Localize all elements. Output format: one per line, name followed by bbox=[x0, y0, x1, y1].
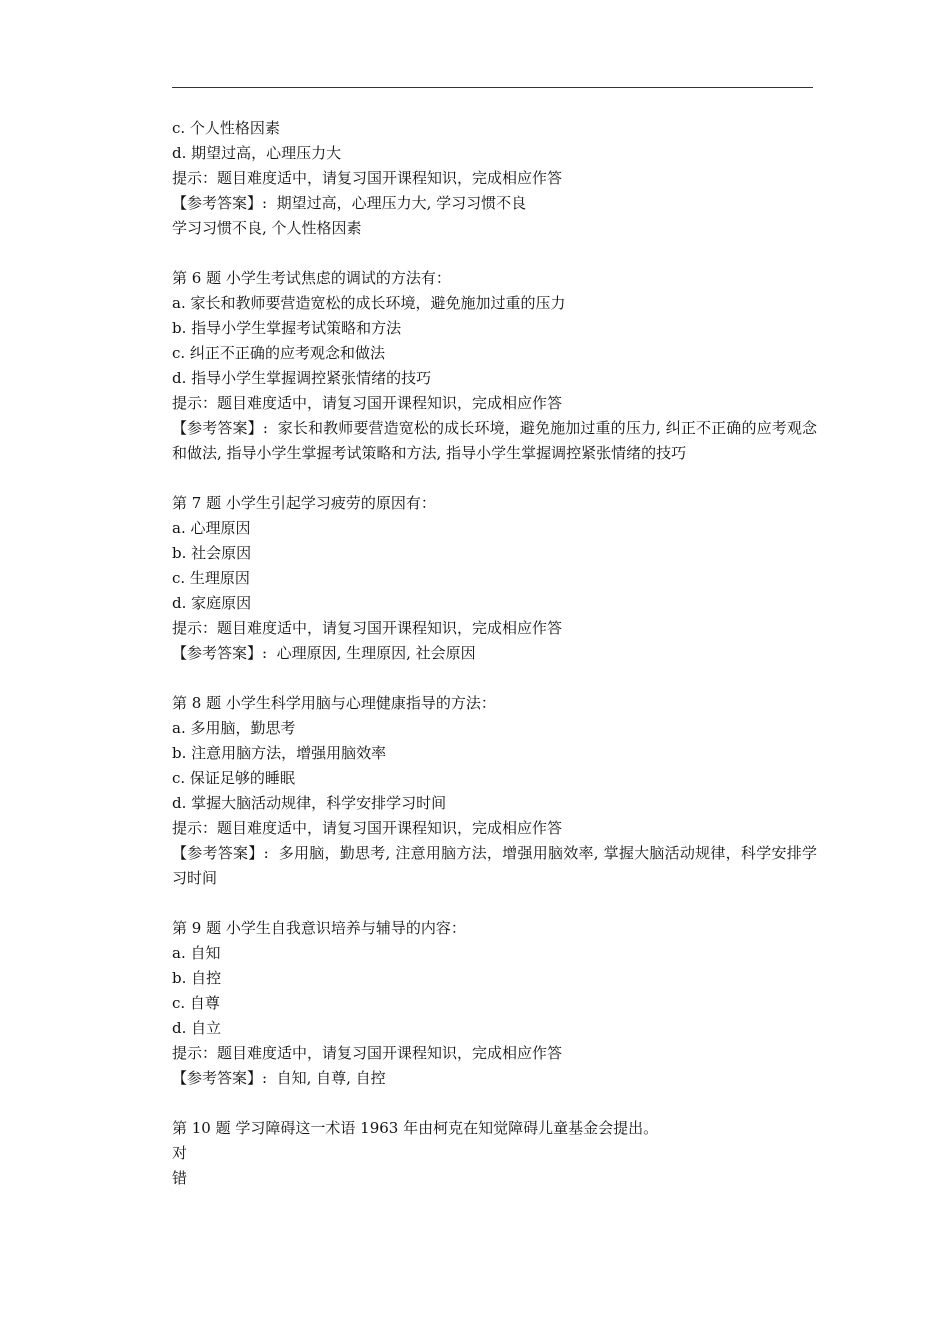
option-b: b. 社会原因 bbox=[172, 544, 252, 562]
option-a: a. 自知 bbox=[172, 944, 221, 962]
option-c: c. 保证足够的睡眠 bbox=[172, 769, 295, 787]
option-d: d. 期望过高，心理压力大 bbox=[172, 144, 342, 162]
answer-text: 自知, 自尊, 自控 bbox=[276, 1069, 386, 1087]
question-9 bbox=[172, 916, 817, 1091]
option-a: a. 多用脑，勤思考 bbox=[172, 719, 296, 737]
question-6 bbox=[172, 266, 817, 466]
option-d: d. 家庭原因 bbox=[172, 594, 252, 612]
answer-label: 【参考答案】: bbox=[172, 194, 268, 212]
option-d: d. 掌握大脑活动规律，科学安排学习时间 bbox=[172, 794, 447, 812]
question-title: 第 6 题 小学生考试焦虑的调试的方法有： bbox=[172, 269, 451, 287]
hint-text: 提示：题目难度适中，请复习国开课程知识，完成相应作答 bbox=[172, 1044, 563, 1062]
option-c: c. 纠正不正确的应考观念和做法 bbox=[172, 344, 385, 362]
option-b: b. 自控 bbox=[172, 969, 222, 987]
option-c: c. 生理原因 bbox=[172, 569, 250, 587]
answer-label: 【参考答案】: bbox=[172, 844, 269, 862]
answer-text: 心理原因, 生理原因, 社会原因 bbox=[276, 644, 476, 662]
question-8 bbox=[172, 691, 817, 891]
option-b: b. 注意用脑方法，增强用脑效率 bbox=[172, 744, 387, 762]
question-title: 第 10 题 学习障碍这一术语 1963 年由柯克在知觉障碍儿童基金会提出。 bbox=[172, 1119, 659, 1137]
option-d: d. 指导小学生掌握调控紧张情绪的技巧 bbox=[172, 369, 432, 387]
answer-extra: 学习习惯不良, 个人性格因素 bbox=[172, 219, 362, 237]
question-10 bbox=[172, 1116, 817, 1191]
answer-line bbox=[172, 1066, 817, 1091]
answer-label: 【参考答案】: bbox=[172, 644, 268, 662]
question-7 bbox=[172, 491, 817, 666]
option-b: b. 指导小学生掌握考试策略和方法 bbox=[172, 319, 402, 337]
document-body bbox=[172, 116, 817, 1191]
hint-text: 提示：题目难度适中，请复习国开课程知识，完成相应作答 bbox=[172, 394, 563, 412]
answer-text: 期望过高，心理压力大, 学习习惯不良 bbox=[276, 194, 527, 212]
header-rule bbox=[172, 87, 813, 88]
answer-label: 【参考答案】: bbox=[172, 419, 268, 437]
option-c: c. 自尊 bbox=[172, 994, 220, 1012]
option-a: a. 心理原因 bbox=[172, 519, 251, 537]
question-title: 第 8 题 小学生科学用脑与心理健康指导的方法： bbox=[172, 694, 496, 712]
answer-text: 家长和教师要营造宽松的成长环境，避免施加过重的压力, 纠正不正确的应考观念和做法, 指导小学生掌握考试策略和方法, 指导小学生掌握调控紧张情绪的技巧 bbox=[172, 419, 817, 462]
answer-line bbox=[172, 841, 817, 891]
question-title: 第 9 题 小学生自我意识培养与辅导的内容： bbox=[172, 919, 466, 937]
option-d: d. 自立 bbox=[172, 1019, 222, 1037]
question-title: 第 7 题 小学生引起学习疲劳的原因有： bbox=[172, 494, 436, 512]
hint-text: 提示：题目难度适中，请复习国开课程知识，完成相应作答 bbox=[172, 819, 563, 837]
answer-line bbox=[172, 416, 817, 466]
option-c: c. 个人性格因素 bbox=[172, 119, 280, 137]
answer-label: 【参考答案】: bbox=[172, 1069, 268, 1087]
question-continuation bbox=[172, 116, 817, 241]
answer-line bbox=[172, 191, 817, 216]
answer-line bbox=[172, 641, 817, 666]
option-a: a. 家长和教师要营造宽松的成长环境，避免施加过重的压力 bbox=[172, 294, 566, 312]
answer-text: 多用脑，勤思考, 注意用脑方法，增强用脑效率, 掌握大脑活动规律，科学安排学习时间 bbox=[172, 844, 817, 887]
hint-text: 提示：题目难度适中，请复习国开课程知识，完成相应作答 bbox=[172, 619, 563, 637]
hint-text: 提示：题目难度适中，请复习国开课程知识，完成相应作答 bbox=[172, 169, 563, 187]
option-false: 错 bbox=[172, 1169, 188, 1187]
option-true: 对 bbox=[172, 1144, 188, 1162]
